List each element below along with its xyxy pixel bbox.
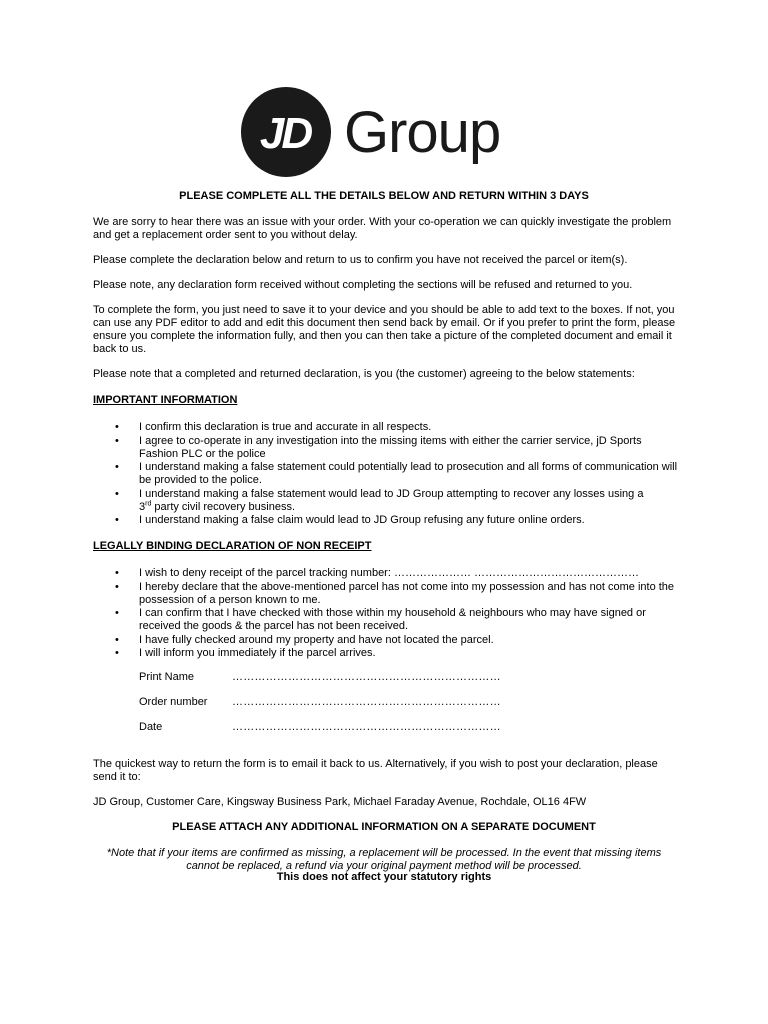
logo-mark: JD [259,109,311,158]
declaration-title: LEGALLY BINDING DECLARATION OF NON RECEIPT [93,540,372,552]
bullet-icon: • [115,567,119,579]
list-item: • I understand making a false claim would lead to JD Group refusing any future online orders. [115,514,585,526]
bullet-icon: • [115,434,119,447]
return-instructions: The quickest way to return the form is to email it back to us. Alternatively, if you wish to post your declaration, please send it to: [93,758,658,783]
important-info-title: IMPORTANT INFORMATION [93,394,238,406]
bullet-icon: • [115,607,119,619]
order-number-label: Order number [139,696,208,708]
list-item: • I understand making a false statement could potentially lead to prosecution and all forms of communication will be provided to the police. [115,461,678,486]
bullet-icon: • [115,633,119,646]
bullet-icon: • [115,421,119,433]
refusal-notice: Please note, any declaration form received without completing the sections will be refused and returned to you. [93,279,633,291]
order-number-field[interactable] [139,696,519,710]
how-to-complete-paragraph: To complete the form, you just need to save it to your device and you should be able to add text to the boxes. If not, you can use any PDF editor to add and edit this document then send back by email. Or if you prefer to print the form, please ensure you complete the information fully, and then you can then take a picture of the completed document and email it back to us. [93,304,676,355]
date-input[interactable]: ……………………………………………………………… [232,721,501,733]
print-name-label: Print Name [139,671,195,683]
bullet-icon: • [115,487,119,500]
order-number-input[interactable]: ……………………………………………………………… [232,696,501,708]
bullet-icon: • [115,461,119,473]
agreement-paragraph: Please note that a completed and returned declaration, is you (the customer) agreeing to the below statements: [93,368,635,380]
statutory-rights-note: This does not affect your statutory rights [276,871,492,883]
date-field[interactable] [139,721,519,735]
list-item: • I hereby declare that the above-mentioned parcel has not come into my possession and has not come into the possession of a person known to me. [115,580,675,606]
print-name-field[interactable] [139,671,519,685]
instructions-paragraph: Please complete the declaration below and return to us to confirm you have not received the parcel or item(s). [93,254,628,266]
intro-paragraph: We are sorry to hear there was an issue with your order. With your co-operation we can quickly investigate the problem and get a replacement order sent to you without delay. [93,216,672,241]
bullet-icon: • [115,580,119,593]
list-item: • I wish to deny receipt of the parcel tracking number: ………………… ……………………………………… [115,567,640,579]
important-info-list [93,421,683,528]
footnote: *Note that if your items are confirmed as missing, a replacement will be processed. In the event that missing items cannot be replaced, a refund via your original payment method will be processed. [106,847,662,872]
list-item: • I confirm this declaration is true and accurate in all respects. [115,421,432,433]
date-label: Date [139,721,163,733]
logo-text: Group [344,100,501,165]
declaration-list [93,567,683,661]
list-item: • I agree to co-operate in any investigation into the missing items with either the carrier service, jD Sports Fashion PLC or the police [115,434,642,460]
list-item: • I understand making a false statement would lead to JD Group attempting to recover any losses using a 3rd party civil recovery business. [115,487,644,513]
bullet-icon: • [115,514,119,526]
page-heading: PLEASE COMPLETE ALL THE DETAILS BELOW AND RETURN WITHIN 3 DAYS [179,190,589,202]
postal-address: JD Group, Customer Care, Kingsway Business Park, Michael Faraday Avenue, Rochdale, OL16 4FW [93,796,587,808]
list-item: • I can confirm that I have checked with those within my household & neighbours who may have signed or received the goods & the parcel has not been received. [115,607,646,632]
bullet-icon: • [115,647,119,659]
list-item: • I have fully checked around my property and have not located the parcel. [115,633,494,646]
logo-image [238,86,530,178]
print-name-input[interactable]: ……………………………………………………………… [232,671,501,683]
attach-notice: PLEASE ATTACH ANY ADDITIONAL INFORMATION ON A SEPARATE DOCUMENT [172,821,596,833]
list-item: • I will inform you immediately if the parcel arrives. [115,647,376,659]
jd-group-logo [238,86,530,178]
